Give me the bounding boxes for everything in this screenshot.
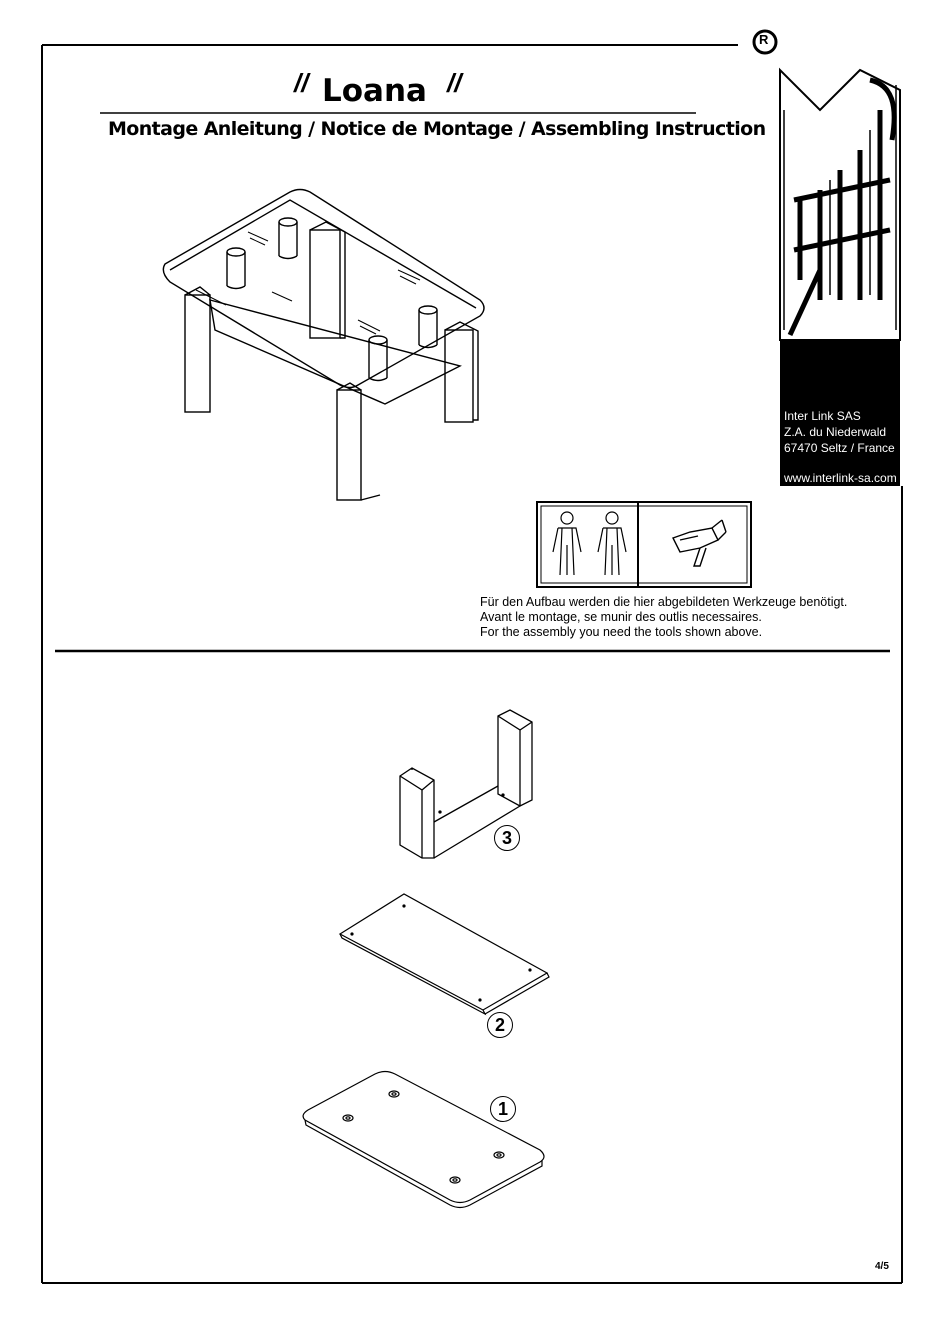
tools-note-fr: Avant le montage, se munir des outlis necessaires. bbox=[480, 610, 762, 624]
address-line: Z.A. du Niederwald bbox=[784, 425, 887, 439]
part-lower-shelf-illustration bbox=[340, 894, 549, 1014]
title-close-quote: // bbox=[447, 68, 462, 98]
product-title: Loana bbox=[322, 73, 427, 109]
page-frame bbox=[42, 45, 902, 1283]
address-line: 67470 Seltz / France bbox=[784, 441, 895, 455]
part-callout-2: 2 bbox=[487, 1012, 513, 1038]
tools-note-en: For the assembly you need the tools shown above. bbox=[480, 625, 763, 639]
tools-note-de: Für den Aufbau werden die hier abgebildeten Werkzeuge benötigt. bbox=[480, 595, 848, 609]
part-callout-1: 1 bbox=[490, 1096, 516, 1122]
tools-box bbox=[537, 502, 751, 587]
assembled-table-illustration bbox=[163, 190, 484, 501]
part-callout-3: 3 bbox=[494, 825, 520, 851]
hex-key-icon bbox=[673, 520, 726, 566]
links-logo bbox=[780, 70, 900, 340]
brand-website: www.interlink-sa.com bbox=[784, 471, 897, 485]
document-subtitle: Montage Anleitung / Notice de Montage / Assembling Instruction bbox=[108, 118, 766, 140]
title-open-quote: // bbox=[294, 68, 309, 98]
brand-address bbox=[784, 408, 895, 456]
registered-mark-letter: R bbox=[759, 32, 769, 47]
part-top-glass-illustration bbox=[303, 1072, 544, 1208]
page-number: 4/5 bbox=[875, 1261, 889, 1272]
two-people-icon bbox=[553, 512, 626, 575]
address-line: Inter Link SAS bbox=[784, 409, 861, 423]
tools-note bbox=[480, 595, 847, 640]
